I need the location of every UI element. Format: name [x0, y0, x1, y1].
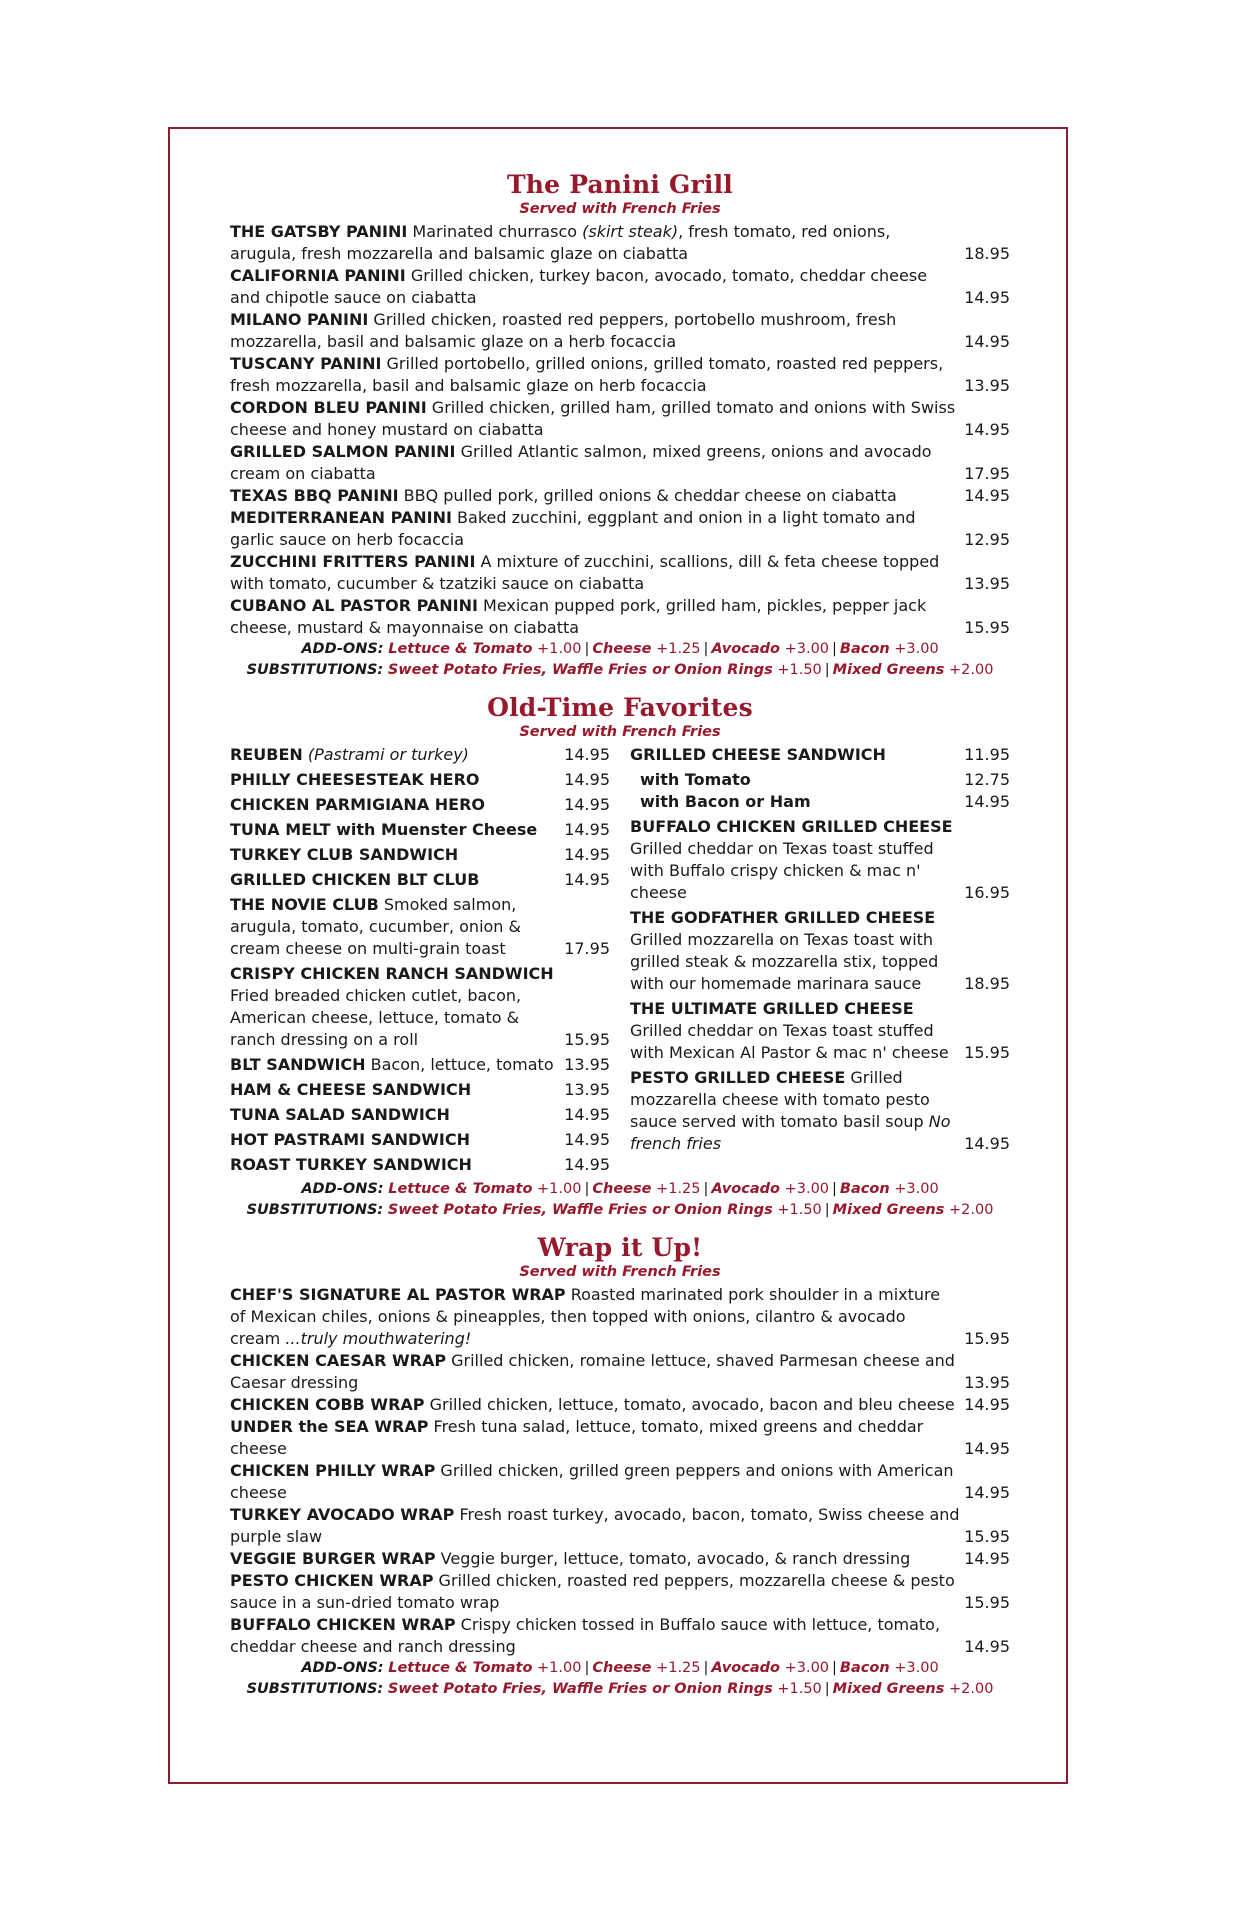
menu-item	[230, 265, 1010, 309]
item-price: 13.95	[964, 376, 1010, 395]
menu-item: PESTO GRILLED CHEESE Grilled mozzarella cheese with tomato pesto sauce served with tomato basil soup No french fries 14.95	[630, 1068, 1010, 1153]
menu-item: ROAST TURKEY SANDWICH 14.95	[230, 1155, 610, 1174]
menu-item: PESTO CHICKEN WRAP Grilled chicken, roasted red peppers, mozzarella cheese & pesto sauce in a sun-dried tomato wrap 15.95	[230, 1571, 1010, 1612]
item-desc: A mixture of zucchini, scallions, dill & feta cheese topped with tomato, cucumber & tzatziki sauce on ciabatta	[230, 552, 940, 593]
menu-item	[230, 507, 1010, 551]
menu-item	[230, 353, 1010, 397]
item-desc: Baked zucchini, eggplant and onion in a light tomato and garlic sauce on herb focaccia	[230, 508, 916, 549]
wraps-subtitle: Served with French Fries	[519, 1264, 721, 1280]
item-price: 14.95	[964, 332, 1010, 351]
menu-item: GRILLED CHICKEN BLT CLUB 14.95	[230, 870, 610, 889]
item-name: TUSCANY PANINI	[230, 354, 382, 373]
item-name: TEXAS BBQ PANINI	[230, 486, 399, 505]
menu-item: GRILLED CHEESE SANDWICH 11.95	[630, 745, 1010, 764]
menu-item: THE GODFATHER GRILLED CHEESE Grilled mozzarella on Texas toast with grilled steak & mozzarella stix, topped with our homemade marinara sauce 18.95	[630, 908, 1010, 993]
menu-item: CHICKEN COBB WRAP Grilled chicken, lettuce, tomato, avocado, bacon and bleu cheese 14.95	[230, 1395, 1010, 1414]
menu-item	[230, 551, 1010, 595]
wraps-title: Wrap it Up!	[537, 1233, 703, 1262]
addons-line: ADD-ONS: Lettuce & Tomato +1.00 | Cheese +1.25 | Avocado +3.00 | Bacon +3.00	[301, 641, 939, 657]
item-name: ZUCCHINI FRITTERS PANINI	[230, 552, 476, 571]
substitutions-line: SUBSTITUTIONS: Sweet Potato Fries, Waffle Fries or Onion Rings +1.50 | Mixed Greens +2.00	[246, 1681, 994, 1697]
item-price: 15.95	[964, 618, 1010, 637]
menu-content	[230, 170, 1010, 1700]
item-price: 18.95	[964, 244, 1010, 263]
menu-item	[230, 595, 1010, 639]
item-price: 12.95	[964, 530, 1010, 549]
item-name: MEDITERRANEAN PANINI	[230, 508, 452, 527]
item-price: 14.95	[964, 486, 1010, 505]
item-price: 13.95	[964, 574, 1010, 593]
item-desc: , fresh tomato, red onions, arugula, fresh mozzarella and balsamic glaze on ciabatta	[230, 222, 891, 263]
menu-item: HAM & CHEESE SANDWICH 13.95	[230, 1080, 610, 1099]
favorites-title: Old-Time Favorites	[487, 693, 753, 722]
item-desc: Grilled chicken, turkey bacon, avocado, tomato, cheddar cheese and chipotle sauce on ciabatta	[230, 266, 928, 307]
item-desc: Grilled portobello, grilled onions, grilled tomato, roasted red peppers, fresh mozzarella, basil and balsamic glaze on herb focaccia	[230, 354, 944, 395]
substitutions-line: SUBSTITUTIONS: Sweet Potato Fries, Waffle Fries or Onion Rings +1.50 | Mixed Greens +2.00	[246, 1202, 994, 1218]
item-price: 14.95	[964, 420, 1010, 439]
menu-item: PHILLY CHEESESTEAK HERO 14.95	[230, 770, 610, 789]
menu-item	[230, 221, 1010, 265]
menu-item	[230, 485, 1010, 507]
panini-subtitle: Served with French Fries	[519, 201, 721, 217]
menu-item: TUNA MELT with Muenster Cheese 14.95	[230, 820, 610, 839]
item-desc: Marinated churrasco	[407, 222, 583, 241]
menu-item: HOT PASTRAMI SANDWICH 14.95	[230, 1130, 610, 1149]
favorites-subtitle: Served with French Fries	[519, 724, 721, 740]
addons-line: ADD-ONS: Lettuce & Tomato +1.00 | Cheese +1.25 | Avocado +3.00 | Bacon +3.00	[301, 1660, 939, 1676]
item-name: MILANO PANINI	[230, 310, 369, 329]
menu-item: UNDER the SEA WRAP Fresh tuna salad, lettuce, tomato, mixed greens and cheddar cheese 14.95	[230, 1417, 1010, 1458]
substitutions-line: SUBSTITUTIONS: Sweet Potato Fries, Waffle Fries or Onion Rings +1.50 | Mixed Greens +2.00	[246, 662, 994, 678]
item-desc: Grilled chicken, roasted red peppers, portobello mushroom, fresh mozzarella, basil and balsamic glaze on a herb focaccia	[230, 310, 897, 351]
menu-item: TURKEY CLUB SANDWICH 14.95	[230, 845, 610, 864]
menu-item: BUFFALO CHICKEN WRAP Crispy chicken tossed in Buffalo sauce with lettuce, tomato, cheddar cheese and ranch dressing 14.95	[230, 1615, 1010, 1656]
panini-title: The Panini Grill	[507, 170, 733, 199]
menu-item: BUFFALO CHICKEN GRILLED CHEESE Grilled cheddar on Texas toast stuffed with Buffalo crispy chicken & mac n' cheese 16.95	[630, 817, 1010, 902]
menu-item: CHICKEN CAESAR WRAP Grilled chicken, romaine lettuce, shaved Parmesan cheese and Caesar dressing 13.95	[230, 1351, 1010, 1392]
menu-item: CRISPY CHICKEN RANCH SANDWICH Fried breaded chicken cutlet, bacon, American cheese, lettuce, tomato & ranch dressing on a roll 15.95	[230, 964, 610, 1049]
menu-item	[230, 309, 1010, 353]
item-desc: BBQ pulled pork, grilled onions & cheddar cheese on ciabatta	[398, 486, 897, 505]
item-desc-italic: (skirt steak)	[582, 222, 679, 241]
menu-item: BLT SANDWICH Bacon, lettuce, tomato 13.95	[230, 1055, 610, 1074]
favorites-columns	[230, 744, 1010, 1179]
item-desc: Grilled chicken, grilled ham, grilled tomato and onions with Swiss cheese and honey mustard on ciabatta	[230, 398, 956, 439]
favorites-right-column	[630, 744, 1010, 1179]
item-name: CALIFORNIA PANINI	[230, 266, 406, 285]
menu-item: THE NOVIE CLUB Smoked salmon, arugula, tomato, cucumber, onion & cream cheese on multi-grain toast 17.95	[230, 895, 610, 958]
item-name: THE GATSBY PANINI	[230, 222, 408, 241]
menu-item: CHICKEN PHILLY WRAP Grilled chicken, grilled green peppers and onions with American cheese 14.95	[230, 1461, 1010, 1502]
favorites-left-column	[230, 744, 610, 1179]
menu-item	[230, 441, 1010, 485]
menu-item: THE ULTIMATE GRILLED CHEESE Grilled cheddar on Texas toast stuffed with Mexican Al Pastor & mac n' cheese 15.95	[630, 999, 1010, 1062]
item-name: CUBANO AL PASTOR PANINI	[230, 596, 478, 615]
item-price: 17.95	[964, 464, 1010, 483]
menu-item: CHICKEN PARMIGIANA HERO 14.95	[230, 795, 610, 814]
item-desc: Grilled Atlantic salmon, mixed greens, onions and avocado cream on ciabatta	[230, 442, 932, 483]
menu-item-option: with Tomato 12.75	[640, 770, 1010, 789]
menu-item: TUNA SALAD SANDWICH 14.95	[230, 1105, 610, 1124]
item-name: CORDON BLEU PANINI	[230, 398, 427, 417]
menu-item-option: with Bacon or Ham 14.95	[640, 792, 1010, 811]
addons-line: ADD-ONS: Lettuce & Tomato +1.00 | Cheese +1.25 | Avocado +3.00 | Bacon +3.00	[301, 1181, 939, 1197]
item-desc: Mexican pupped pork, grilled ham, pickles, pepper jack cheese, mustard & mayonnaise on ciabatta	[230, 596, 927, 637]
item-price: 14.95	[964, 288, 1010, 307]
menu-item: TURKEY AVOCADO WRAP Fresh roast turkey, avocado, bacon, tomato, Swiss cheese and purple slaw 15.95	[230, 1505, 1010, 1546]
menu-item: VEGGIE BURGER WRAP Veggie burger, lettuce, tomato, avocado, & ranch dressing 14.95	[230, 1549, 1010, 1568]
item-name: GRILLED SALMON PANINI	[230, 442, 456, 461]
menu-item	[230, 397, 1010, 441]
menu-item: REUBEN (Pastrami or turkey) 14.95	[230, 745, 610, 764]
menu-item: CHEF'S SIGNATURE AL PASTOR WRAP Roasted marinated pork shoulder in a mixture of Mexican chiles, onions & pineapples, then topped with onions, cilantro & avocado cream ...truly mouthwatering! 15.95	[230, 1285, 1010, 1348]
